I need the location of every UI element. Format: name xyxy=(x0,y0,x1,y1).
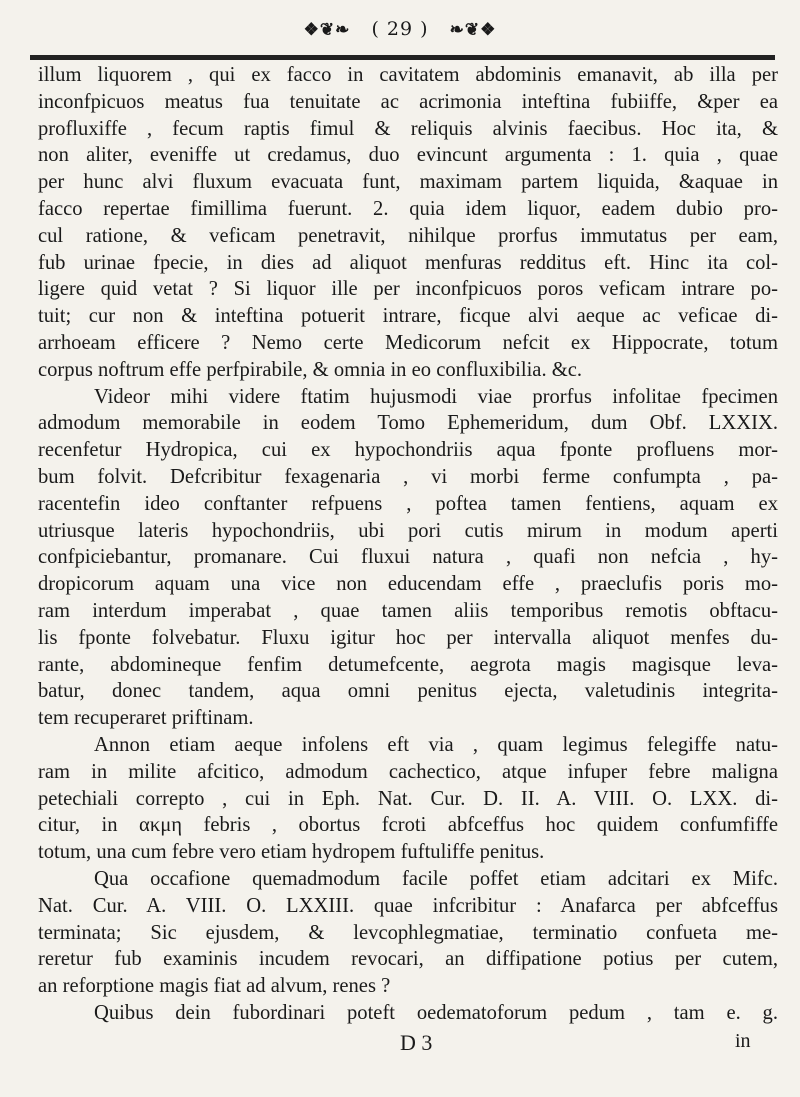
text-line: batur, donec tandem, aqua omni penitus ejecta, valetudinis integrita- xyxy=(38,680,778,703)
text-line: rante, abdomineque fenfim detumefcente, aegrota magis magisque leva- xyxy=(38,653,778,676)
text-line: tem recuperaret priftinam. xyxy=(38,707,254,730)
text-line: per hunc alvi fluxum evacuata funt, maximam partem liquida, &aquae in xyxy=(38,171,778,194)
text-line: racentefin ideo conftanter refpuens , poftea tamen fentiens, aquam ex xyxy=(38,492,778,515)
text-line: non aliter, eveniffe ut credamus, duo evincunt argumenta : 1. quia , quae xyxy=(38,144,778,167)
text-line: tuit; cur non & inteftina potuerit intrare, ficque alvi aeque ac veficae di- xyxy=(38,305,778,328)
text-line: utriusque lateris hypochondriis, ubi pori cutis mirum in modum aperti xyxy=(38,519,778,542)
text-line: corpus noftrum effe perfpirabile, & omnia in eo confluxibilia. &c. xyxy=(38,358,583,381)
paragraph-start: Qua occafione quemadmodum facile poffet etiam adcitari ex Mifc. xyxy=(94,867,778,890)
text-line: facco repertae fimillima fuerunt. 2. quia idem liquor, eadem dubio pro- xyxy=(38,197,778,220)
text-line: confpiciebantur, promanare. Cui fluxui natura , quafi non nefcia , hy- xyxy=(38,546,778,569)
text-line: dropicorum aquam una vice non educendam effe , praeclufis poris mo- xyxy=(38,573,778,596)
text-line: fub urinae fpecie, in dies ad aliquot menfuras redditus eft. Hinc ita col- xyxy=(38,251,778,274)
page-footer xyxy=(0,1030,800,1070)
text-line: totum, una cum febre vero etiam hydropem fuftuliffe penitus. xyxy=(38,841,545,864)
signature-mark: D 3 xyxy=(400,1030,433,1055)
text-line: admodum memorabile in eodem Tomo Ephemeridum, dum Obf. LXXIX. xyxy=(38,412,778,435)
left-ornament-icon: ❖❦❧ xyxy=(303,20,351,40)
text-line: Nat. Cur. A. VIII. O. LXXIII. quae infcribitur : Anafarca per abfceffus xyxy=(38,894,778,917)
text-line: inconfpicuos meatus fua tenuitate ac acrimonia inteftina fubiiffe, &per ea xyxy=(38,90,778,113)
paragraph-start: Annon etiam aeque infolens eft via , quam legimus felegiffe natu- xyxy=(94,733,778,756)
text-line: terminata; Sic ejusdem, & levcophlegmatiae, terminatio confueta me- xyxy=(38,921,778,944)
paragraph-start: Videor mihi videre ftatim hujusmodi viae prorfus infolitae fpecimen xyxy=(94,385,778,408)
page-number: ( 29 ) xyxy=(371,18,429,40)
text-line: recenfetur Hydropica, cui ex hypochondriis aqua fponte profluens mor- xyxy=(38,439,778,462)
text-line: ligere quid vetat ? Si liquor ille per inconfpicuos poros veficam intrare po- xyxy=(38,278,778,301)
text-line: profluxiffe , fecum raptis fimul & reliquis alvinis faecibus. Hoc ita, & xyxy=(38,117,778,140)
text-line: ram in milite afcitico, admodum cachectico, atque infuper febre maligna xyxy=(38,760,778,783)
text-line: arrhoeam efficere ? Nemo certe Medicorum nefcit ex Hippocrate, totum xyxy=(38,331,778,354)
text-line: reretur fub examinis incudem revocari, an diffipatione potius per cutem, xyxy=(38,948,778,971)
paragraph-start: Quibus dein fubordinari poteft oedematoforum pedum , tam e. g. xyxy=(94,1001,778,1024)
text-line: citur, in ακμη febris , obortus fcroti abfceffus hoc quidem confumfiffe xyxy=(38,814,778,837)
text-line: cul ratione, & veficam penetravit, nihilque prorfus immutatus per eam, xyxy=(38,224,778,247)
text-line: lis fponte folvebatur. Fluxu igitur hoc per intervalla aliquot menfes du- xyxy=(38,626,778,649)
right-ornament-icon: ❧❦❖ xyxy=(449,20,497,40)
catchword: in xyxy=(735,1030,751,1052)
header-rule xyxy=(30,55,775,60)
running-header xyxy=(0,18,800,40)
text-line: ram interdum imperabat , quae tamen aliis temporibus remotis obftacu- xyxy=(38,599,778,622)
text-line: illum liquorem , qui ex facco in cavitatem abdominis emanavit, ab illa per xyxy=(38,64,778,86)
text-line: bum folvit. Defcribitur fexagenaria , vi morbi ferme confumpta , pa- xyxy=(38,465,778,488)
body-text xyxy=(38,62,778,1027)
text-line: petechiali correpto , cui in Eph. Nat. Cur. D. II. A. VIII. O. LXX. di- xyxy=(38,787,778,810)
text-line: an reforptione magis fiat ad alvum, renes ? xyxy=(38,975,391,998)
